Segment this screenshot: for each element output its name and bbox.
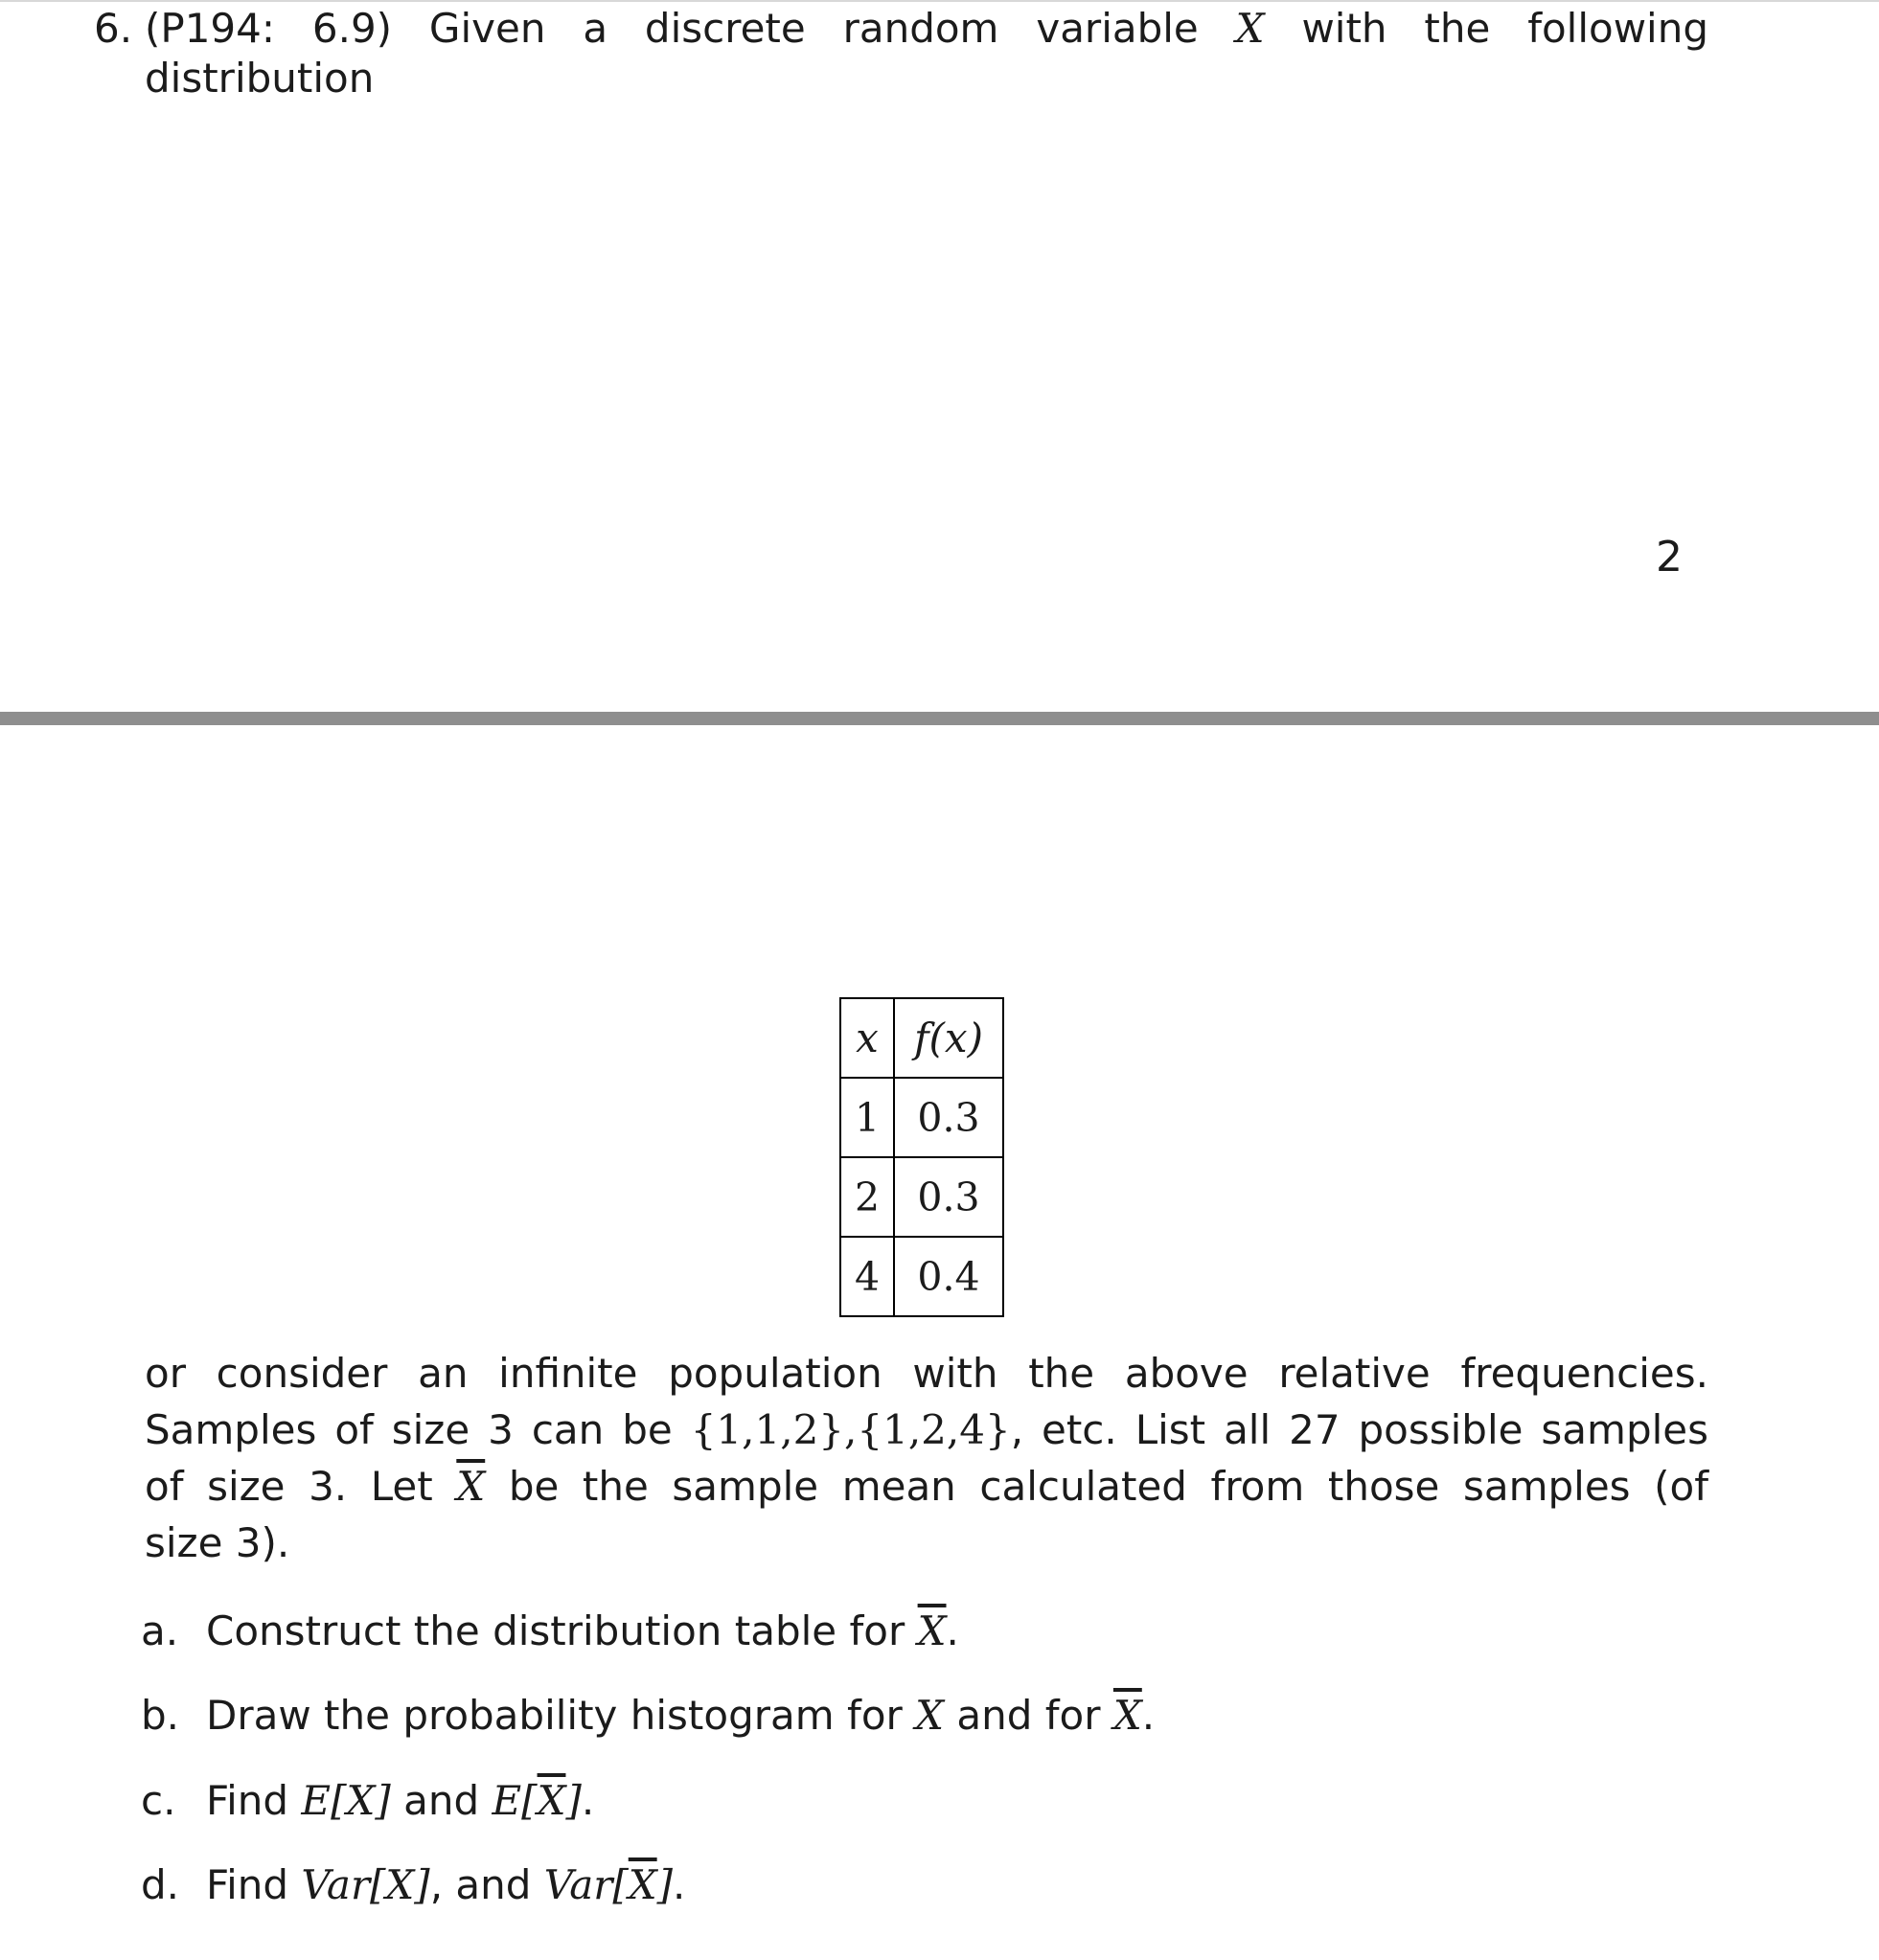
item-text: Find	[206, 1861, 289, 1908]
table-row	[840, 1078, 1003, 1157]
intro-text-end: with the following	[1301, 5, 1709, 52]
expectation-x: E[X]	[301, 1777, 391, 1824]
cell-x: 1	[840, 1078, 894, 1157]
page-break-divider	[0, 712, 1879, 725]
question-intro-line1	[145, 0, 1708, 57]
body-line4	[145, 1515, 1708, 1571]
item-text: and for	[956, 1692, 1101, 1739]
body-text: size 3).	[145, 1519, 290, 1566]
intro-text: (P194: 6.9) Given a discrete random variable	[145, 5, 1199, 52]
cell-fx: 0.3	[894, 1157, 1003, 1237]
body-text: be the sample mean calculated from those samples (of	[508, 1463, 1708, 1510]
body-line2	[145, 1402, 1708, 1458]
body-line1	[145, 1345, 1708, 1402]
body-line3	[145, 1458, 1708, 1515]
header-fx: f(x)	[894, 998, 1003, 1078]
body-text: of size 3. Let	[145, 1463, 433, 1510]
body-text: Samples of size 3 can be	[145, 1406, 673, 1453]
x-bar: $\overline{X}$	[1112, 1692, 1142, 1739]
table-row	[840, 1237, 1003, 1316]
item-text: Construct the distribution table for	[206, 1607, 905, 1654]
variance-x: Var[X]	[301, 1861, 430, 1908]
punctuation: .	[1141, 1692, 1156, 1739]
table-header-row	[840, 998, 1003, 1078]
variable-x: X	[1235, 5, 1265, 52]
item-text: Find	[206, 1777, 289, 1824]
body-text: , etc. List all 27 possible samples	[1010, 1406, 1709, 1453]
table-row	[840, 1157, 1003, 1237]
distribution-table	[839, 997, 1004, 1317]
variance-xbar: $Var[\overline{X}]$	[543, 1861, 674, 1908]
sample-set-1: {1,1,2},{1,2,4}	[690, 1406, 1011, 1453]
page-number: 2	[1656, 533, 1683, 581]
x-bar: $\overline{X}$	[917, 1607, 947, 1654]
item-text: and	[403, 1777, 480, 1824]
item-d	[141, 1861, 685, 1908]
cell-fx: 0.3	[894, 1078, 1003, 1157]
item-text: Draw the probability histogram for	[206, 1692, 903, 1739]
item-label: b.	[141, 1692, 180, 1739]
item-label: a.	[141, 1607, 179, 1654]
header-x: x	[840, 998, 894, 1078]
item-b	[141, 1692, 1155, 1739]
x-bar: $\overline{X}$	[456, 1463, 486, 1510]
item-label: d.	[141, 1861, 180, 1908]
cell-x: 2	[840, 1157, 894, 1237]
question-intro-line2	[145, 50, 1708, 106]
expectation-xbar: $E[\overline{X}]$	[492, 1777, 582, 1824]
intro-text-2: distribution	[145, 55, 375, 102]
body-text: or consider an infinite population with the above relative frequencies.	[145, 1350, 1708, 1397]
cell-fx: 0.4	[894, 1237, 1003, 1316]
punctuation: .	[581, 1777, 595, 1824]
variable-x: X	[915, 1692, 945, 1739]
punctuation: .	[946, 1607, 959, 1654]
item-text: , and	[429, 1861, 532, 1908]
item-c	[141, 1777, 594, 1824]
item-label: c.	[141, 1777, 176, 1824]
cell-x: 4	[840, 1237, 894, 1316]
question-number: 6.	[94, 5, 133, 52]
item-a	[141, 1607, 959, 1654]
question-block	[0, 0, 1879, 115]
punctuation: .	[673, 1861, 686, 1908]
